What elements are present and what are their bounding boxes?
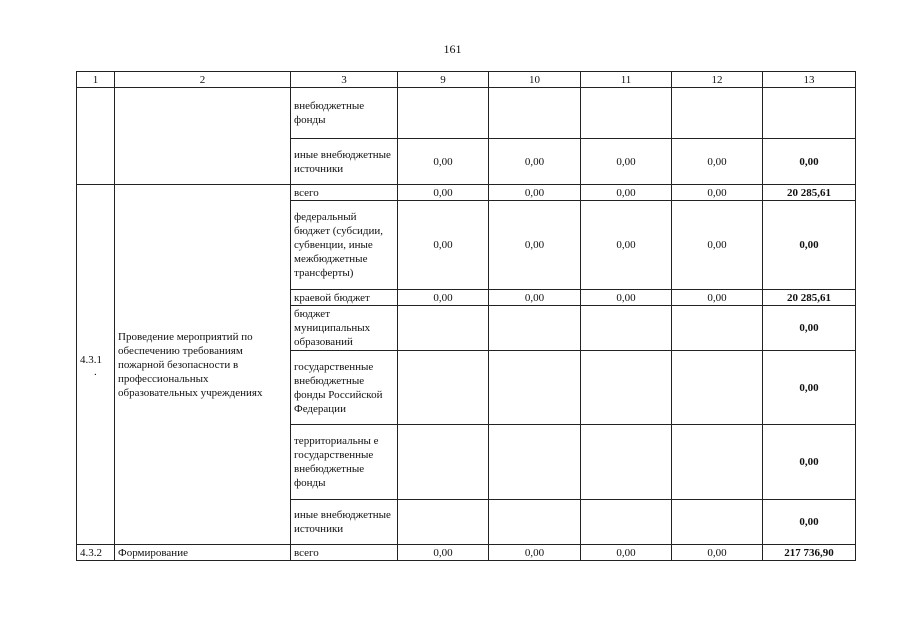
value-cell: 0,00	[489, 139, 581, 185]
value-cell: 0,00	[581, 545, 672, 561]
table-row	[77, 185, 856, 201]
code-cell	[77, 88, 115, 185]
header-col-10: 10	[489, 72, 581, 88]
value-cell	[581, 306, 672, 351]
value-cell: 0,00	[672, 201, 763, 290]
value-cell: 0,00	[763, 201, 856, 290]
header-col-3: 3	[291, 72, 398, 88]
item-code-cell	[77, 185, 115, 545]
source-cell: бюджет муниципальных образований	[291, 306, 398, 351]
measure-description: Формирование	[115, 545, 291, 561]
item-code: 4.3.1	[80, 353, 102, 366]
value-cell	[489, 351, 581, 425]
description-cell	[115, 88, 291, 185]
value-cell	[581, 88, 672, 139]
value-cell: 0,00	[489, 545, 581, 561]
value-cell: 0,00	[398, 545, 489, 561]
value-cell: 0,00	[581, 139, 672, 185]
value-cell	[672, 306, 763, 351]
value-cell: 0,00	[489, 185, 581, 201]
value-cell: 0,00	[398, 201, 489, 290]
value-cell	[398, 88, 489, 139]
value-cell	[672, 500, 763, 545]
value-cell	[581, 425, 672, 500]
item-code-cell: 4.3.2	[77, 545, 115, 561]
value-cell: 20 285,61	[763, 290, 856, 306]
page-number: 161	[443, 42, 462, 56]
source-cell: всего	[291, 185, 398, 201]
value-cell: 0,00	[672, 545, 763, 561]
value-cell: 0,00	[763, 425, 856, 500]
source-cell: всего	[291, 545, 398, 561]
source-cell: иные внебюджетные источники	[291, 500, 398, 545]
value-cell: 0,00	[763, 351, 856, 425]
value-cell: 0,00	[763, 500, 856, 545]
header-col-11: 11	[581, 72, 672, 88]
value-cell	[398, 425, 489, 500]
header-col-9: 9	[398, 72, 489, 88]
value-cell: 217 736,90	[763, 545, 856, 561]
source-cell: краевой бюджет	[291, 290, 398, 306]
source-cell: внебюджетные фонды	[291, 88, 398, 139]
value-cell	[398, 500, 489, 545]
source-cell: федеральный бюджет (субсидии, субвенции, иные межбюджетные трансферты)	[291, 201, 398, 290]
source-cell: государственные внебюджетные фонды Российской Федерации	[291, 351, 398, 425]
value-cell	[398, 306, 489, 351]
source-cell: территориальны е государственные внебюджетные фонды	[291, 425, 398, 500]
value-cell: 0,00	[489, 290, 581, 306]
value-cell: 0,00	[398, 139, 489, 185]
header-col-2: 2	[115, 72, 291, 88]
value-cell	[672, 88, 763, 139]
value-cell: 0,00	[398, 185, 489, 201]
value-cell: 0,00	[672, 185, 763, 201]
value-cell	[489, 500, 581, 545]
header-row	[77, 72, 856, 88]
value-cell	[489, 425, 581, 500]
value-cell: 0,00	[398, 290, 489, 306]
value-cell: 0,00	[763, 139, 856, 185]
budget-table	[76, 71, 856, 561]
value-cell: 20 285,61	[763, 185, 856, 201]
value-cell	[489, 306, 581, 351]
table-row	[77, 88, 856, 139]
value-cell: 0,00	[672, 290, 763, 306]
header-col-12: 12	[672, 72, 763, 88]
value-cell: 0,00	[581, 290, 672, 306]
value-cell	[398, 351, 489, 425]
value-cell: 0,00	[581, 201, 672, 290]
value-cell	[489, 88, 581, 139]
source-cell: иные внебюджетные источники	[291, 139, 398, 185]
item-code-suffix: .	[94, 365, 97, 378]
value-cell: 0,00	[763, 306, 856, 351]
value-cell	[672, 425, 763, 500]
value-cell	[763, 88, 856, 139]
value-cell	[581, 351, 672, 425]
header-col-13: 13	[763, 72, 856, 88]
table-row	[77, 545, 856, 561]
value-cell	[581, 500, 672, 545]
value-cell: 0,00	[489, 201, 581, 290]
value-cell: 0,00	[672, 139, 763, 185]
value-cell	[672, 351, 763, 425]
measure-description: Проведение мероприятий по обеспечению требованиям пожарной безопасности в профессиональных образовательных учреждениях	[115, 185, 291, 545]
header-col-1: 1	[77, 72, 115, 88]
value-cell: 0,00	[581, 185, 672, 201]
